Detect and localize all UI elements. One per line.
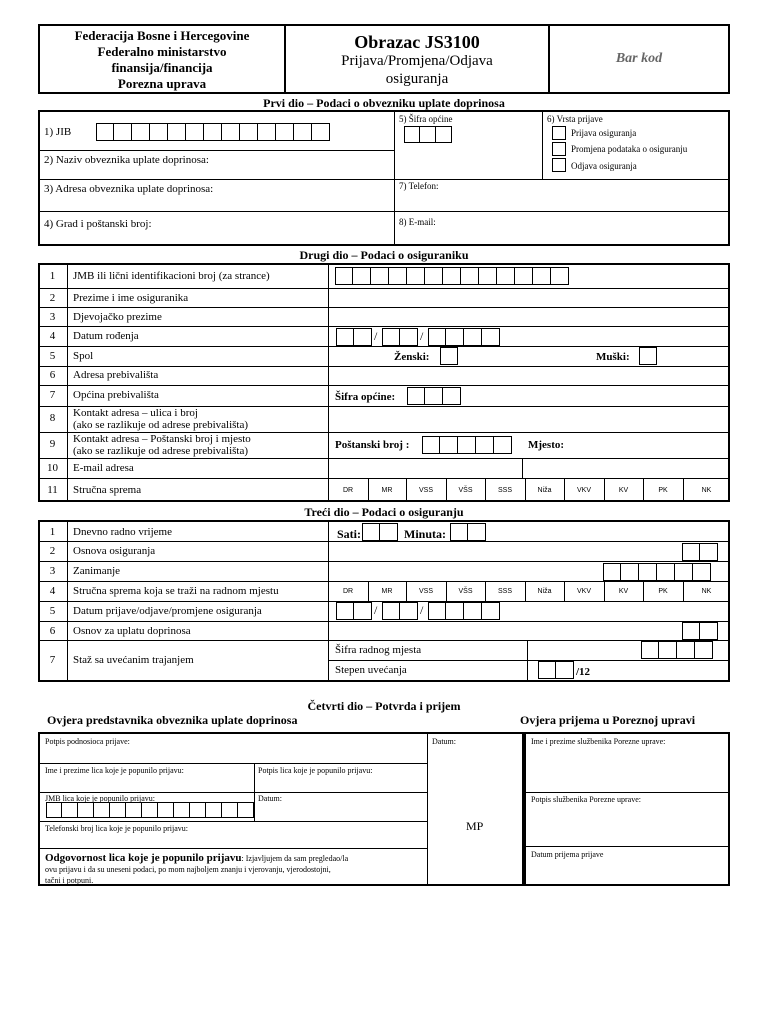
type-option-2: Promjena podataka o osiguranju xyxy=(571,144,688,154)
part2-title: Drugi dio – Podaci o osiguraniku xyxy=(299,248,469,262)
p3-row-label: Zanimanje xyxy=(73,565,121,577)
p2-row-num: 10 xyxy=(47,462,58,474)
p2-row-label: Adresa prebivališta xyxy=(73,369,159,381)
municipality-code-label: 5) Šifra općine xyxy=(399,114,453,124)
p2-row-num: 3 xyxy=(49,311,56,323)
p2-row-num: 8 xyxy=(49,412,56,424)
form-subtitle-2: osiguranja xyxy=(385,71,449,87)
required-qualification-option[interactable]: MR xyxy=(381,588,393,595)
p2-row-label: Spol xyxy=(73,350,94,362)
officer-signature-label: Potpis službenika Porezne uprave: xyxy=(531,795,641,804)
postal-code-input[interactable] xyxy=(422,436,512,454)
increase-degree-input[interactable] xyxy=(538,661,574,679)
part4-left-title: Ovjera predstavnika obveznika uplate doprinosa xyxy=(47,713,298,727)
male-checkbox[interactable] xyxy=(639,347,657,365)
p3-row-label: Staž sa uvećanim trajanjem xyxy=(73,654,194,666)
p3-row-label: Datum prijave/odjave/promjene osiguranja xyxy=(73,605,262,617)
p3-row-num: 5 xyxy=(49,605,56,617)
p3-row-num: 3 xyxy=(49,565,56,577)
date-separator: / xyxy=(420,603,424,617)
submitter-signature-label: Potpis podnosioca prijave: xyxy=(45,737,130,746)
qualification-option[interactable]: VSS xyxy=(418,487,433,494)
filler-jmb-label: JMB lica koje je popunilo prijavu: xyxy=(45,794,155,803)
birth-month-input[interactable] xyxy=(382,328,418,346)
p2-row-label: Kontakt adresa – Poštanski broj i mjesto xyxy=(73,433,251,445)
obligor-address-label: 3) Adresa obveznika uplate doprinosa: xyxy=(44,183,214,195)
p2-row-num: 11 xyxy=(47,484,58,496)
phone-label: 7) Telefon: xyxy=(399,181,439,191)
required-qualification-option[interactable]: SSS xyxy=(497,588,512,595)
workplace-code-label: Šifra radnog mjesta xyxy=(335,644,422,656)
p3-row-num: 2 xyxy=(49,545,56,557)
part3-title: Treći dio – Podaci o osiguranju xyxy=(304,505,464,519)
female-checkbox[interactable] xyxy=(440,347,458,365)
qualification-option[interactable]: VŠS xyxy=(458,487,473,494)
increase-degree-label: Stepen uvećanja xyxy=(335,664,407,676)
header-org-line4: Porezna uprava xyxy=(117,76,207,91)
filler-phone-label: Telefonski broj lica koje je popunilo prijavu: xyxy=(45,824,188,833)
part4-right-title: Ovjera prijema u Poreznoj upravi xyxy=(520,713,696,727)
responsibility-text-1: : Izjavljujem da sam pregledao/la xyxy=(241,854,349,863)
male-label: Muški: xyxy=(596,351,630,363)
required-qualification-option[interactable]: PK xyxy=(658,588,668,595)
obligor-name-label: 2) Naziv obveznika uplate doprinosa: xyxy=(44,154,209,166)
p2-row-num: 9 xyxy=(49,438,56,450)
qualification-option[interactable]: Niža xyxy=(537,487,552,494)
header-org-line3: finansija/financija xyxy=(111,60,213,75)
occupation-input[interactable] xyxy=(603,563,711,581)
date-separator: / xyxy=(374,329,378,343)
p2-row-label-note: (ako se razlikuje od adrese prebivališta) xyxy=(73,445,249,457)
minutes-input[interactable] xyxy=(450,523,486,541)
municipality-code-input[interactable] xyxy=(404,126,452,143)
insurance-basis-input[interactable] xyxy=(682,543,718,561)
form-title: Obrazac JS3100 xyxy=(354,32,480,52)
jib-input[interactable] xyxy=(96,123,330,141)
p2-row-num: 1 xyxy=(49,270,56,282)
p2-row-label: Općina prebivališta xyxy=(73,389,159,401)
form-subtitle-1: Prijava/Promjena/Odjava xyxy=(341,53,493,69)
responsibility-text-2: ovu prijavu i da su uneseni podaci, po mom najboljem znanju i vjerovanju, vjerodostojni, xyxy=(45,865,331,875)
city-postal-label: 4) Grad i poštanski broj: xyxy=(44,218,152,230)
barcode-label: Bar kod xyxy=(615,51,663,66)
p3-row-num: 4 xyxy=(49,585,56,597)
female-label: Ženski: xyxy=(394,351,430,363)
stamp-mp: MP xyxy=(466,819,484,833)
qualification-option[interactable]: PK xyxy=(658,487,668,494)
p3-row-label: Dnevno radno vrijeme xyxy=(73,526,172,538)
receipt-date-label: Datum prijema prijave xyxy=(531,850,604,859)
residence-municipality-code-input[interactable] xyxy=(407,387,461,405)
p2-row-label: JMB ili lični identifikacioni broj (za strance) xyxy=(73,270,270,282)
birth-day-input[interactable] xyxy=(336,328,372,346)
responsibility-statement xyxy=(45,851,425,886)
header-org-line2: Federalno ministarstvo xyxy=(97,44,227,59)
p3-row-label: Osnova osiguranja xyxy=(73,545,156,557)
p2-row-label: Djevojačko prezime xyxy=(73,311,162,323)
registration-year-input[interactable] xyxy=(428,602,500,620)
hours-label: Sati: xyxy=(337,527,361,541)
p2-row-label-note: (ako se razlikuje od adrese prebivališta) xyxy=(73,419,249,431)
application-type-label: 6) Vrsta prijave xyxy=(547,114,603,124)
part1-title: Prvi dio – Podaci o obvezniku uplate doprinosa xyxy=(263,96,505,110)
p2-row-label: Prezime i ime osiguranika xyxy=(73,292,189,304)
date-separator: / xyxy=(420,329,424,343)
qualification-option[interactable]: VKV xyxy=(576,487,591,494)
workplace-code-input[interactable] xyxy=(641,641,713,659)
type-checkbox-1[interactable] xyxy=(552,126,566,140)
filler-signature-label: Potpis lica koje je popunilo prijavu: xyxy=(258,766,373,775)
p3-row-label: Stručna sprema koja se traži na radnom mjestu xyxy=(73,585,279,597)
p2-row-num: 2 xyxy=(49,292,56,304)
part4-right-box xyxy=(524,732,730,886)
municipality-code-label-2: Šifra općine: xyxy=(335,391,396,403)
required-qualification-option[interactable]: VKV xyxy=(576,588,591,595)
p2-row-label: Stručna sprema xyxy=(73,484,142,496)
place-label: Mjesto: xyxy=(528,439,565,451)
p3-row-num: 7 xyxy=(49,654,56,666)
p2-row-num: 5 xyxy=(49,350,56,362)
registration-month-input[interactable] xyxy=(382,602,418,620)
email-label: 8) E-mail: xyxy=(399,217,436,227)
qualification-option[interactable]: MR xyxy=(381,487,393,494)
registration-day-input[interactable] xyxy=(336,602,372,620)
p3-row-num: 6 xyxy=(49,625,56,637)
jmb-input[interactable] xyxy=(335,267,569,285)
officer-name-label: Ime i prezime službenika Porezne uprave: xyxy=(531,737,666,746)
date-label: Datum: xyxy=(432,737,456,746)
type-option-3: Odjava osiguranja xyxy=(571,161,637,171)
part4-title: Četvrti dio – Potvrda i prijem xyxy=(307,699,461,713)
jib-label: 1) JIB xyxy=(44,126,72,138)
required-qualification-option[interactable]: VŠS xyxy=(458,588,473,595)
required-qualification-option[interactable]: VSS xyxy=(418,588,433,595)
responsibility-title: Odgovornost lica koje je popunilo prijavu xyxy=(45,852,242,864)
contribution-basis-input[interactable] xyxy=(682,622,718,640)
filler-name-label: Ime i prezime lica koje je popunilo prijavu: xyxy=(45,766,184,775)
p2-row-label: Kontakt adresa – ulica i broj xyxy=(73,407,198,419)
required-qualification-option[interactable]: NK xyxy=(701,588,712,595)
filler-jmb-input[interactable] xyxy=(46,802,254,818)
type-option-1: Prijava osiguranja xyxy=(571,128,637,138)
responsibility-text-3: tačni i potpuni. xyxy=(45,875,94,885)
qualification-option[interactable]: DR xyxy=(342,487,354,494)
p2-row-num: 6 xyxy=(49,369,56,381)
type-checkbox-3[interactable] xyxy=(552,158,566,172)
p3-row-num: 1 xyxy=(49,526,56,538)
date-separator: / xyxy=(374,603,378,617)
qualification-option[interactable]: NK xyxy=(701,487,712,494)
filler-date-label: Datum: xyxy=(258,794,282,803)
p2-row-num: 4 xyxy=(49,330,56,342)
p2-row-num: 7 xyxy=(49,389,56,401)
hours-input[interactable] xyxy=(362,523,398,541)
qualification-option[interactable]: KV xyxy=(618,487,629,494)
required-qualification-option[interactable]: DR xyxy=(342,588,354,595)
p2-row-label: Datum rođenja xyxy=(73,330,139,342)
per-12-label: /12 xyxy=(576,666,591,678)
p2-row-label: E-mail adresa xyxy=(73,462,134,474)
p3-row-label: Osnov za uplatu doprinosa xyxy=(73,625,191,637)
required-qualification-option[interactable]: KV xyxy=(618,588,629,595)
required-qualification-option[interactable]: Niža xyxy=(537,588,552,595)
birth-year-input[interactable] xyxy=(428,328,500,346)
qualification-option[interactable]: SSS xyxy=(497,487,512,494)
minutes-label: Minuta: xyxy=(404,527,446,541)
postal-code-label: Poštanski broj : xyxy=(335,439,410,451)
type-checkbox-2[interactable] xyxy=(552,142,566,156)
header-org-line1: Federacija Bosne i Hercegovine xyxy=(74,28,250,43)
